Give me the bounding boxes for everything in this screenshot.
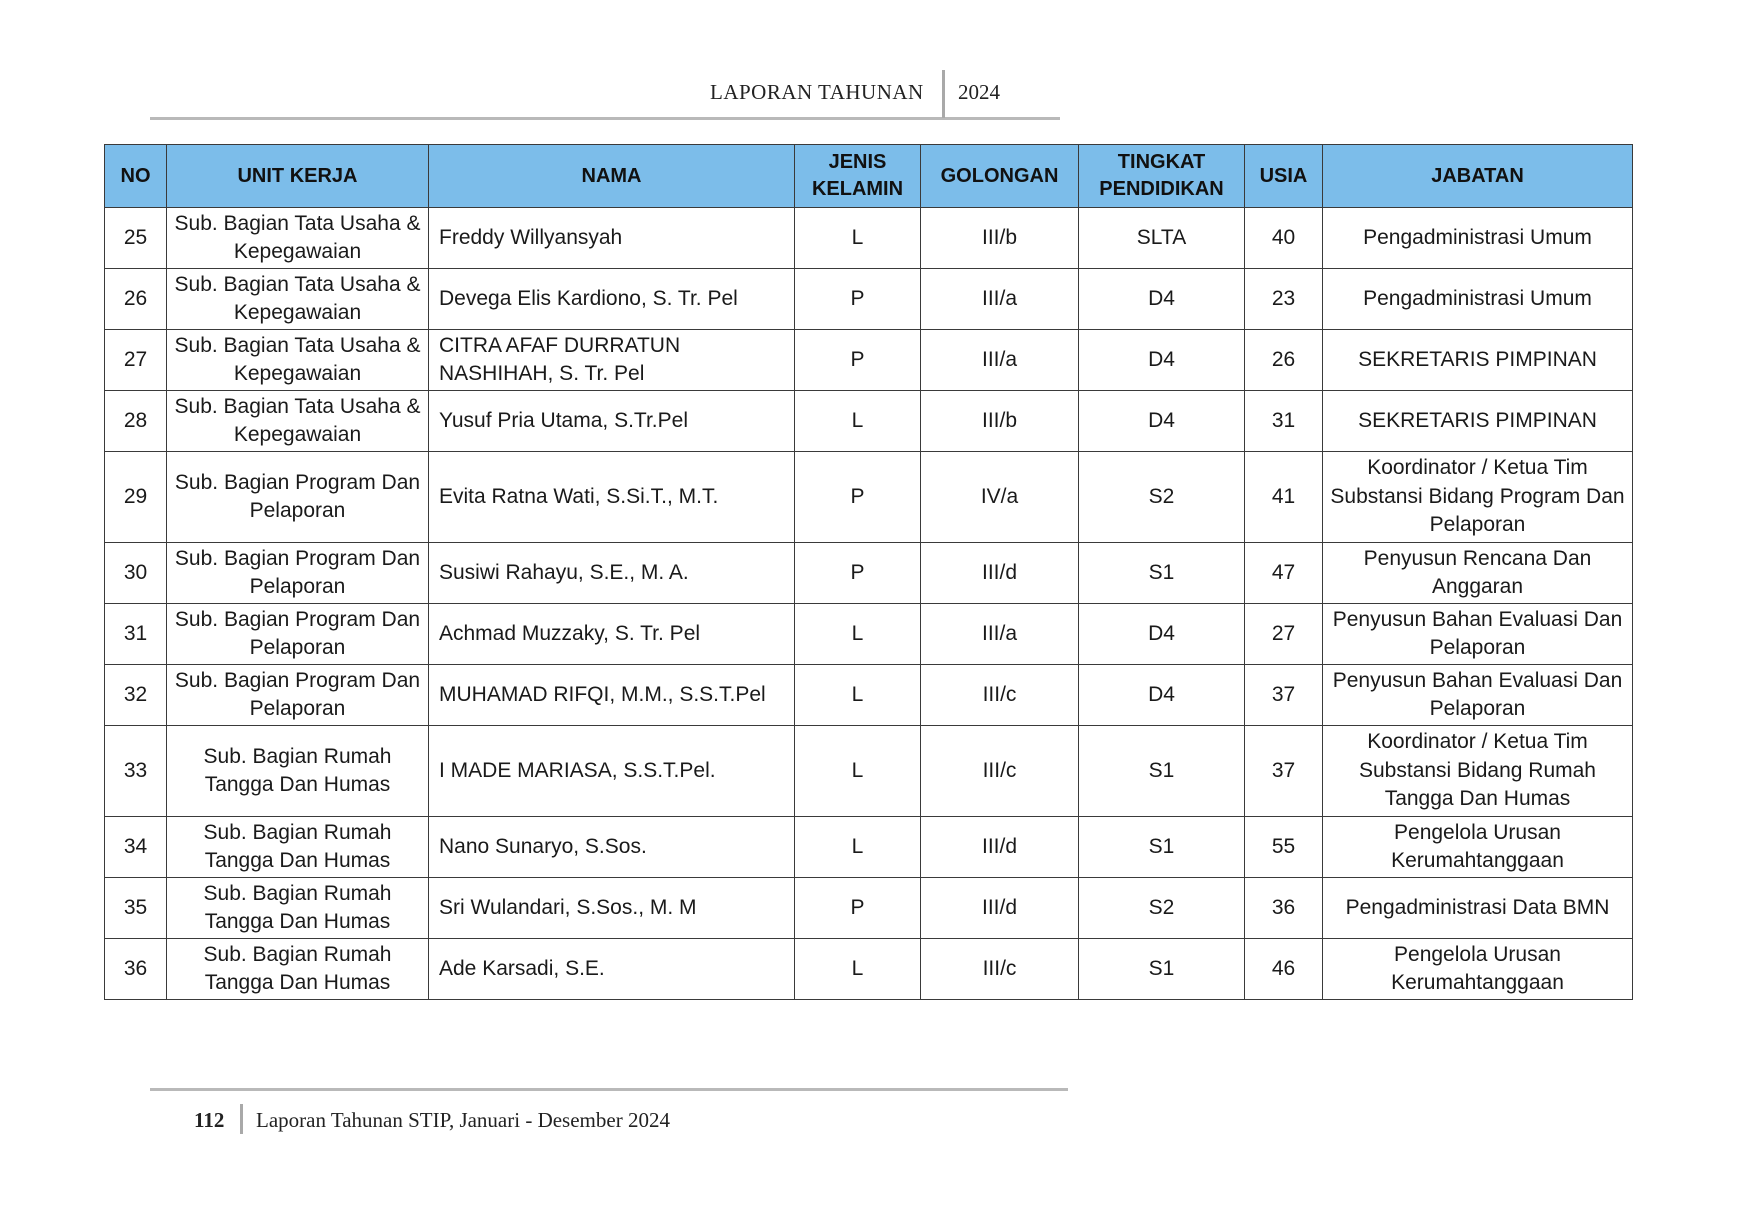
cell-usia: 31 (1245, 391, 1323, 452)
cell-no: 33 (105, 726, 167, 817)
cell-jenis-kelamin: L (795, 939, 921, 1000)
cell-jabatan: Penyusun Rencana Dan Anggaran (1323, 543, 1633, 604)
cell-nama: Sri Wulandari, S.Sos., M. M (429, 878, 795, 939)
cell-jenis-kelamin: P (795, 452, 921, 543)
cell-golongan: IV/a (921, 452, 1079, 543)
cell-golongan: III/b (921, 208, 1079, 269)
cell-unit-kerja: Sub. Bagian Rumah Tangga Dan Humas (167, 939, 429, 1000)
cell-tingkat-pendidikan: S2 (1079, 878, 1245, 939)
cell-usia: 27 (1245, 604, 1323, 665)
cell-golongan: III/d (921, 878, 1079, 939)
cell-jenis-kelamin: L (795, 208, 921, 269)
cell-tingkat-pendidikan: D4 (1079, 391, 1245, 452)
cell-usia: 36 (1245, 878, 1323, 939)
cell-unit-kerja: Sub. Bagian Tata Usaha & Kepegawaian (167, 269, 429, 330)
report-title: LAPORAN TAHUNAN (710, 80, 924, 104)
cell-tingkat-pendidikan: S1 (1079, 817, 1245, 878)
cell-tingkat-pendidikan: D4 (1079, 604, 1245, 665)
cell-golongan: III/c (921, 726, 1079, 817)
cell-nama: Susiwi Rahayu, S.E., M. A. (429, 543, 795, 604)
cell-golongan: III/a (921, 269, 1079, 330)
cell-tingkat-pendidikan: D4 (1079, 665, 1245, 726)
cell-no: 25 (105, 208, 167, 269)
page-number: 112 (194, 1108, 225, 1132)
cell-jenis-kelamin: L (795, 604, 921, 665)
footer-separator (240, 1104, 243, 1134)
footer-rule (150, 1088, 1068, 1091)
cell-unit-kerja: Sub. Bagian Rumah Tangga Dan Humas (167, 878, 429, 939)
cell-nama: Achmad Muzzaky, S. Tr. Pel (429, 604, 795, 665)
cell-unit-kerja: Sub. Bagian Program Dan Pelaporan (167, 665, 429, 726)
cell-jabatan: Koordinator / Ketua Tim Substansi Bidang Program Dan Pelaporan (1323, 452, 1633, 543)
cell-jabatan: Pengadministrasi Umum (1323, 208, 1633, 269)
cell-no: 32 (105, 665, 167, 726)
cell-jenis-kelamin: P (795, 543, 921, 604)
page-footer (150, 1088, 1068, 1148)
page-header (150, 60, 1060, 120)
cell-no: 28 (105, 391, 167, 452)
cell-usia: 37 (1245, 726, 1323, 817)
column-header-unit-kerja: UNIT KERJA (167, 145, 429, 208)
table-body (105, 208, 1633, 1000)
table-row (105, 726, 1633, 817)
table-row (105, 665, 1633, 726)
cell-no: 36 (105, 939, 167, 1000)
table-row (105, 391, 1633, 452)
table-row (105, 269, 1633, 330)
cell-unit-kerja: Sub. Bagian Program Dan Pelaporan (167, 452, 429, 543)
cell-golongan: III/c (921, 665, 1079, 726)
table-row (105, 817, 1633, 878)
cell-usia: 55 (1245, 817, 1323, 878)
column-header-tingkat-pendidikan: TINGKAT PENDIDIKAN (1079, 145, 1245, 208)
cell-no: 34 (105, 817, 167, 878)
cell-unit-kerja: Sub. Bagian Program Dan Pelaporan (167, 543, 429, 604)
cell-nama: I MADE MARIASA, S.S.T.Pel. (429, 726, 795, 817)
cell-jabatan: Pengelola Urusan Kerumahtanggaan (1323, 939, 1633, 1000)
cell-tingkat-pendidikan: D4 (1079, 269, 1245, 330)
table-row (105, 878, 1633, 939)
cell-nama: MUHAMAD RIFQI, M.M., S.S.T.Pel (429, 665, 795, 726)
cell-nama: CITRA AFAF DURRATUN NASHIHAH, S. Tr. Pel (429, 330, 795, 391)
cell-no: 26 (105, 269, 167, 330)
cell-no: 29 (105, 452, 167, 543)
cell-golongan: III/b (921, 391, 1079, 452)
cell-jabatan: Pengadministrasi Data BMN (1323, 878, 1633, 939)
cell-tingkat-pendidikan: S1 (1079, 726, 1245, 817)
column-header-golongan: GOLONGAN (921, 145, 1079, 208)
cell-jabatan: SEKRETARIS PIMPINAN (1323, 391, 1633, 452)
cell-golongan: III/c (921, 939, 1079, 1000)
cell-jabatan: Penyusun Bahan Evaluasi Dan Pelaporan (1323, 604, 1633, 665)
cell-no: 35 (105, 878, 167, 939)
cell-no: 27 (105, 330, 167, 391)
cell-golongan: III/a (921, 330, 1079, 391)
cell-golongan: III/d (921, 817, 1079, 878)
cell-nama: Devega Elis Kardiono, S. Tr. Pel (429, 269, 795, 330)
cell-jenis-kelamin: L (795, 665, 921, 726)
column-header-nama: NAMA (429, 145, 795, 208)
cell-jenis-kelamin: P (795, 878, 921, 939)
cell-usia: 46 (1245, 939, 1323, 1000)
header-separator (942, 70, 945, 118)
cell-jenis-kelamin: L (795, 817, 921, 878)
cell-golongan: III/d (921, 543, 1079, 604)
cell-golongan: III/a (921, 604, 1079, 665)
cell-jenis-kelamin: P (795, 269, 921, 330)
table-row (105, 543, 1633, 604)
cell-jabatan: Koordinator / Ketua Tim Substansi Bidang Rumah Tangga Dan Humas (1323, 726, 1633, 817)
cell-nama: Nano Sunaryo, S.Sos. (429, 817, 795, 878)
table-row (105, 939, 1633, 1000)
cell-jabatan: Pengadministrasi Umum (1323, 269, 1633, 330)
staff-table (104, 144, 1633, 1000)
cell-tingkat-pendidikan: S1 (1079, 543, 1245, 604)
cell-jabatan: Penyusun Bahan Evaluasi Dan Pelaporan (1323, 665, 1633, 726)
cell-nama: Freddy Willyansyah (429, 208, 795, 269)
table-row (105, 330, 1633, 391)
cell-nama: Evita Ratna Wati, S.Si.T., M.T. (429, 452, 795, 543)
column-header-jenis-kelamin: JENIS KELAMIN (795, 145, 921, 208)
cell-usia: 47 (1245, 543, 1323, 604)
footer-text: Laporan Tahunan STIP, Januari - Desember 2024 (256, 1108, 670, 1132)
header-rule (150, 117, 1060, 120)
cell-unit-kerja: Sub. Bagian Rumah Tangga Dan Humas (167, 817, 429, 878)
cell-jenis-kelamin: P (795, 330, 921, 391)
cell-usia: 26 (1245, 330, 1323, 391)
cell-no: 30 (105, 543, 167, 604)
cell-usia: 23 (1245, 269, 1323, 330)
cell-tingkat-pendidikan: SLTA (1079, 208, 1245, 269)
cell-nama: Yusuf Pria Utama, S.Tr.Pel (429, 391, 795, 452)
table-header-row (105, 145, 1633, 208)
cell-nama: Ade Karsadi, S.E. (429, 939, 795, 1000)
cell-jenis-kelamin: L (795, 726, 921, 817)
cell-unit-kerja: Sub. Bagian Tata Usaha & Kepegawaian (167, 330, 429, 391)
cell-unit-kerja: Sub. Bagian Tata Usaha & Kepegawaian (167, 391, 429, 452)
cell-unit-kerja: Sub. Bagian Tata Usaha & Kepegawaian (167, 208, 429, 269)
table-row (105, 208, 1633, 269)
cell-usia: 41 (1245, 452, 1323, 543)
table-row (105, 452, 1633, 543)
cell-tingkat-pendidikan: S1 (1079, 939, 1245, 1000)
column-header-jabatan: JABATAN (1323, 145, 1633, 208)
cell-no: 31 (105, 604, 167, 665)
table-row (105, 604, 1633, 665)
cell-usia: 37 (1245, 665, 1323, 726)
cell-tingkat-pendidikan: D4 (1079, 330, 1245, 391)
cell-usia: 40 (1245, 208, 1323, 269)
report-year: 2024 (958, 80, 1000, 104)
column-header-no: NO (105, 145, 167, 208)
cell-jabatan: Pengelola Urusan Kerumahtanggaan (1323, 817, 1633, 878)
cell-jenis-kelamin: L (795, 391, 921, 452)
cell-jabatan: SEKRETARIS PIMPINAN (1323, 330, 1633, 391)
cell-tingkat-pendidikan: S2 (1079, 452, 1245, 543)
cell-unit-kerja: Sub. Bagian Rumah Tangga Dan Humas (167, 726, 429, 817)
column-header-usia: USIA (1245, 145, 1323, 208)
cell-unit-kerja: Sub. Bagian Program Dan Pelaporan (167, 604, 429, 665)
